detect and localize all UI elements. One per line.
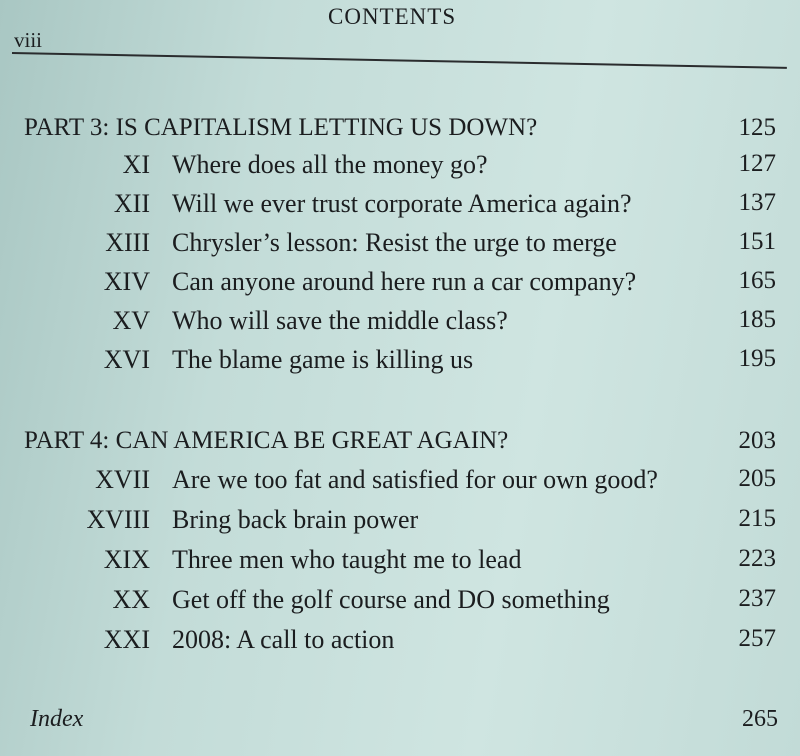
chapter-title: Will we ever trust corporate America again?	[172, 189, 632, 218]
chapter-number: XXI	[103, 625, 150, 654]
chapter-title: Bring back brain power	[172, 505, 419, 534]
chapter-title: 2008: A call to action	[172, 625, 395, 654]
part-page: 125	[738, 114, 776, 141]
chapter-page: 185	[738, 306, 776, 333]
part-title: PART 3: IS CAPITALISM LETTING US DOWN?	[24, 114, 538, 141]
chapter-title: Chrysler’s lesson: Resist the urge to merge	[172, 228, 617, 257]
chapter-page: 127	[738, 150, 776, 177]
part-page: 203	[738, 427, 776, 454]
chapter-entry	[0, 267, 790, 301]
part-heading	[24, 114, 784, 148]
chapter-number: XVII	[95, 465, 150, 494]
chapter-entry	[0, 150, 790, 184]
chapter-entry	[0, 545, 790, 579]
index-page: 265	[742, 706, 778, 732]
part-title: PART 4: CAN AMERICA BE GREAT AGAIN?	[24, 427, 509, 454]
chapter-entry	[0, 585, 790, 619]
chapter-entry	[0, 465, 790, 499]
chapter-page: 137	[738, 189, 776, 216]
chapter-title: The blame game is killing us	[172, 345, 474, 374]
chapter-entry	[0, 189, 790, 223]
part-heading	[24, 427, 784, 461]
chapter-number: XX	[112, 585, 150, 614]
chapter-number: XV	[112, 306, 150, 335]
chapter-title: Get off the golf course and DO something	[172, 585, 610, 614]
chapter-page: 223	[738, 545, 776, 572]
chapter-entry	[0, 625, 790, 659]
chapter-page: 151	[738, 228, 776, 255]
chapter-page: 205	[738, 465, 776, 492]
chapter-title: Can anyone around here run a car company?	[172, 267, 637, 296]
running-head: CONTENTS	[328, 4, 457, 29]
chapter-page: 195	[738, 345, 776, 372]
chapter-number: XIX	[103, 545, 150, 574]
chapter-number: XIV	[103, 267, 150, 296]
page-header	[0, 0, 800, 70]
page-number: viii	[14, 28, 43, 52]
chapter-entry	[0, 306, 790, 340]
chapter-entry	[0, 505, 790, 539]
chapter-title: Where does all the money go?	[172, 150, 488, 179]
header-rule	[12, 52, 787, 69]
chapter-title: Who will save the middle class?	[172, 306, 508, 335]
chapter-page: 165	[738, 267, 776, 294]
chapter-number: XIII	[105, 228, 150, 257]
chapter-entry	[0, 228, 790, 262]
index-entry	[30, 706, 780, 733]
chapter-page: 215	[738, 505, 776, 532]
chapter-page: 257	[738, 625, 776, 652]
chapter-number: XVIII	[86, 505, 150, 534]
chapter-title: Three men who taught me to lead	[172, 545, 522, 574]
chapter-number: XVI	[103, 345, 150, 374]
chapter-entry	[0, 345, 790, 379]
chapter-number: XI	[122, 150, 150, 179]
chapter-title: Are we too fat and satisfied for our own good?	[172, 465, 658, 494]
chapter-page: 237	[738, 585, 776, 612]
chapter-number: XII	[113, 189, 150, 218]
index-label: Index	[30, 706, 84, 732]
